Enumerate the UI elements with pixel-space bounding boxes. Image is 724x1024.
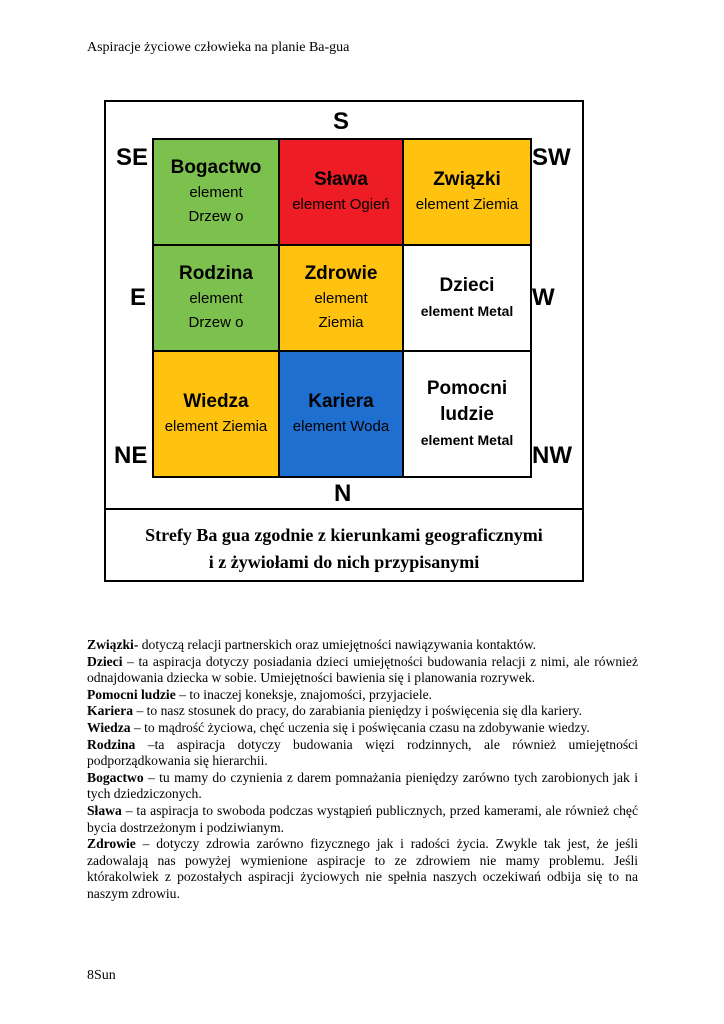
cell-kariera — [280, 352, 402, 476]
cell-zwiazki — [404, 140, 530, 244]
definition: – to inaczej koneksje, znajomości, przyjaciele. — [175, 686, 433, 702]
term: Dzieci — [87, 653, 123, 669]
body-text — [87, 637, 638, 903]
caption-line-2: i z żywiołami do nich przypisanymi — [208, 552, 480, 572]
cell-slawa — [280, 140, 402, 244]
term: Rodzina — [87, 736, 136, 752]
cell-element: element Metal — [420, 432, 514, 448]
direction-s: S — [333, 108, 350, 135]
paragraph — [87, 654, 638, 687]
cell-pomocni-ludzie — [404, 352, 530, 476]
paragraph — [87, 720, 638, 737]
paragraph — [87, 770, 638, 803]
definition: – tu mamy do czynienia z darem pomnażania pieniędzy zarówno tych zarobionych jak i tych dziedziczonych. — [87, 769, 638, 802]
direction-se: SE — [116, 144, 149, 171]
direction-e: E — [130, 284, 147, 311]
term: Kariera — [87, 703, 134, 719]
term: Bogactwo — [87, 769, 144, 785]
term: Sława — [87, 802, 122, 818]
paragraph — [87, 737, 638, 770]
cell-zdrowie — [280, 246, 402, 350]
cell-title: Rodzina — [179, 263, 253, 284]
cell-wiedza — [154, 352, 278, 476]
direction-n: N — [334, 480, 352, 507]
figure-caption — [106, 522, 582, 576]
cell-title: Kariera — [308, 391, 374, 412]
cell-title: Sława — [314, 169, 368, 190]
direction-ne: NE — [114, 442, 148, 469]
term: Zdrowie — [87, 836, 136, 852]
term: Związki- — [87, 637, 139, 652]
definition: dotyczą relacji partnerskich oraz umiejętności nawiązywania kontaktów. — [138, 637, 537, 652]
cell-title: Bogactwo — [170, 157, 262, 178]
direction-w: W — [532, 284, 555, 311]
page-header: Aspiracje życiowe człowieka na planie Ba-gua — [87, 40, 350, 55]
paragraph — [87, 803, 638, 836]
cell-element-name: Drzew o — [188, 208, 244, 225]
definition: – to mądrość życiowa, chęć uczenia się i poświęcania czasu na zdobywanie wiedzy. — [130, 719, 590, 735]
paragraph — [87, 703, 638, 720]
cell-element-name: Ziemia — [318, 314, 364, 331]
cell-element-name: Drzew o — [188, 314, 244, 331]
cell-element: element Ziemia — [164, 418, 268, 435]
term: Pomocni ludzie — [87, 686, 176, 702]
cell-title: Dzieci — [439, 275, 495, 296]
cell-title: Pomocni ludzie — [426, 378, 508, 425]
caption-line-1: Strefy Ba gua zgodnie z kierunkami geograficznymi — [145, 525, 543, 545]
paragraph — [87, 637, 638, 654]
cell-bogactwo — [154, 140, 278, 244]
cell-element: element — [314, 290, 368, 307]
direction-sw: SW — [532, 144, 571, 171]
direction-nw: NW — [532, 442, 572, 469]
ba-gua-figure — [104, 100, 584, 582]
cell-element: element — [189, 290, 243, 307]
cell-rodzina — [154, 246, 278, 350]
definition: – ta aspiracja dotyczy posiadania dzieci umiejętności budowania relacji z nimi, ale również odnajdowania dziecka w sobie. Umiejętności bawienia się i planowania rozrywek. — [87, 653, 638, 686]
cell-dzieci — [404, 246, 530, 350]
cell-element: element Metal — [420, 303, 514, 319]
ba-gua-grid — [152, 138, 532, 478]
cell-element: element Woda — [292, 418, 390, 435]
definition: – ta aspiracja to swoboda podczas wystąpień publicznych, przed kamerami, ale również chęć bycia dostrzeżonym i podziwianym. — [87, 802, 638, 835]
cell-title: Zdrowie — [304, 263, 378, 284]
page-footer: 8Sun — [87, 968, 116, 983]
cell-title: Związki — [433, 169, 501, 190]
paragraph — [87, 836, 638, 902]
term: Wiedza — [87, 719, 131, 735]
paragraph — [87, 687, 638, 704]
figure-divider — [106, 508, 582, 510]
cell-element: element — [189, 184, 243, 201]
definition: – to nasz stosunek do pracy, do zarabiania pieniędzy i poświęcenia się dla kariery. — [133, 703, 582, 719]
definition: – dotyczy zdrowia zarówno fizycznego jak i radości życia. Zwykle tak jest, że jeśli zadowalają nas powyżej wymienione aspiracje to ze zdrowiem nie mamy problemu. Jeśli którakolwiek z pozostałych aspiracji życiowych nie spełnia naszych oczekiwań odbija się to na naszym zdrowiu. — [87, 836, 638, 901]
cell-title: Wiedza — [183, 391, 249, 412]
cell-element: element Ziemia — [415, 196, 519, 213]
cell-element: element Ogień — [292, 196, 390, 213]
definition: –ta aspiracja dotyczy budowania więzi rodzinnych, ale również umiejętności podporządkowania się hierarchii. — [87, 736, 638, 769]
